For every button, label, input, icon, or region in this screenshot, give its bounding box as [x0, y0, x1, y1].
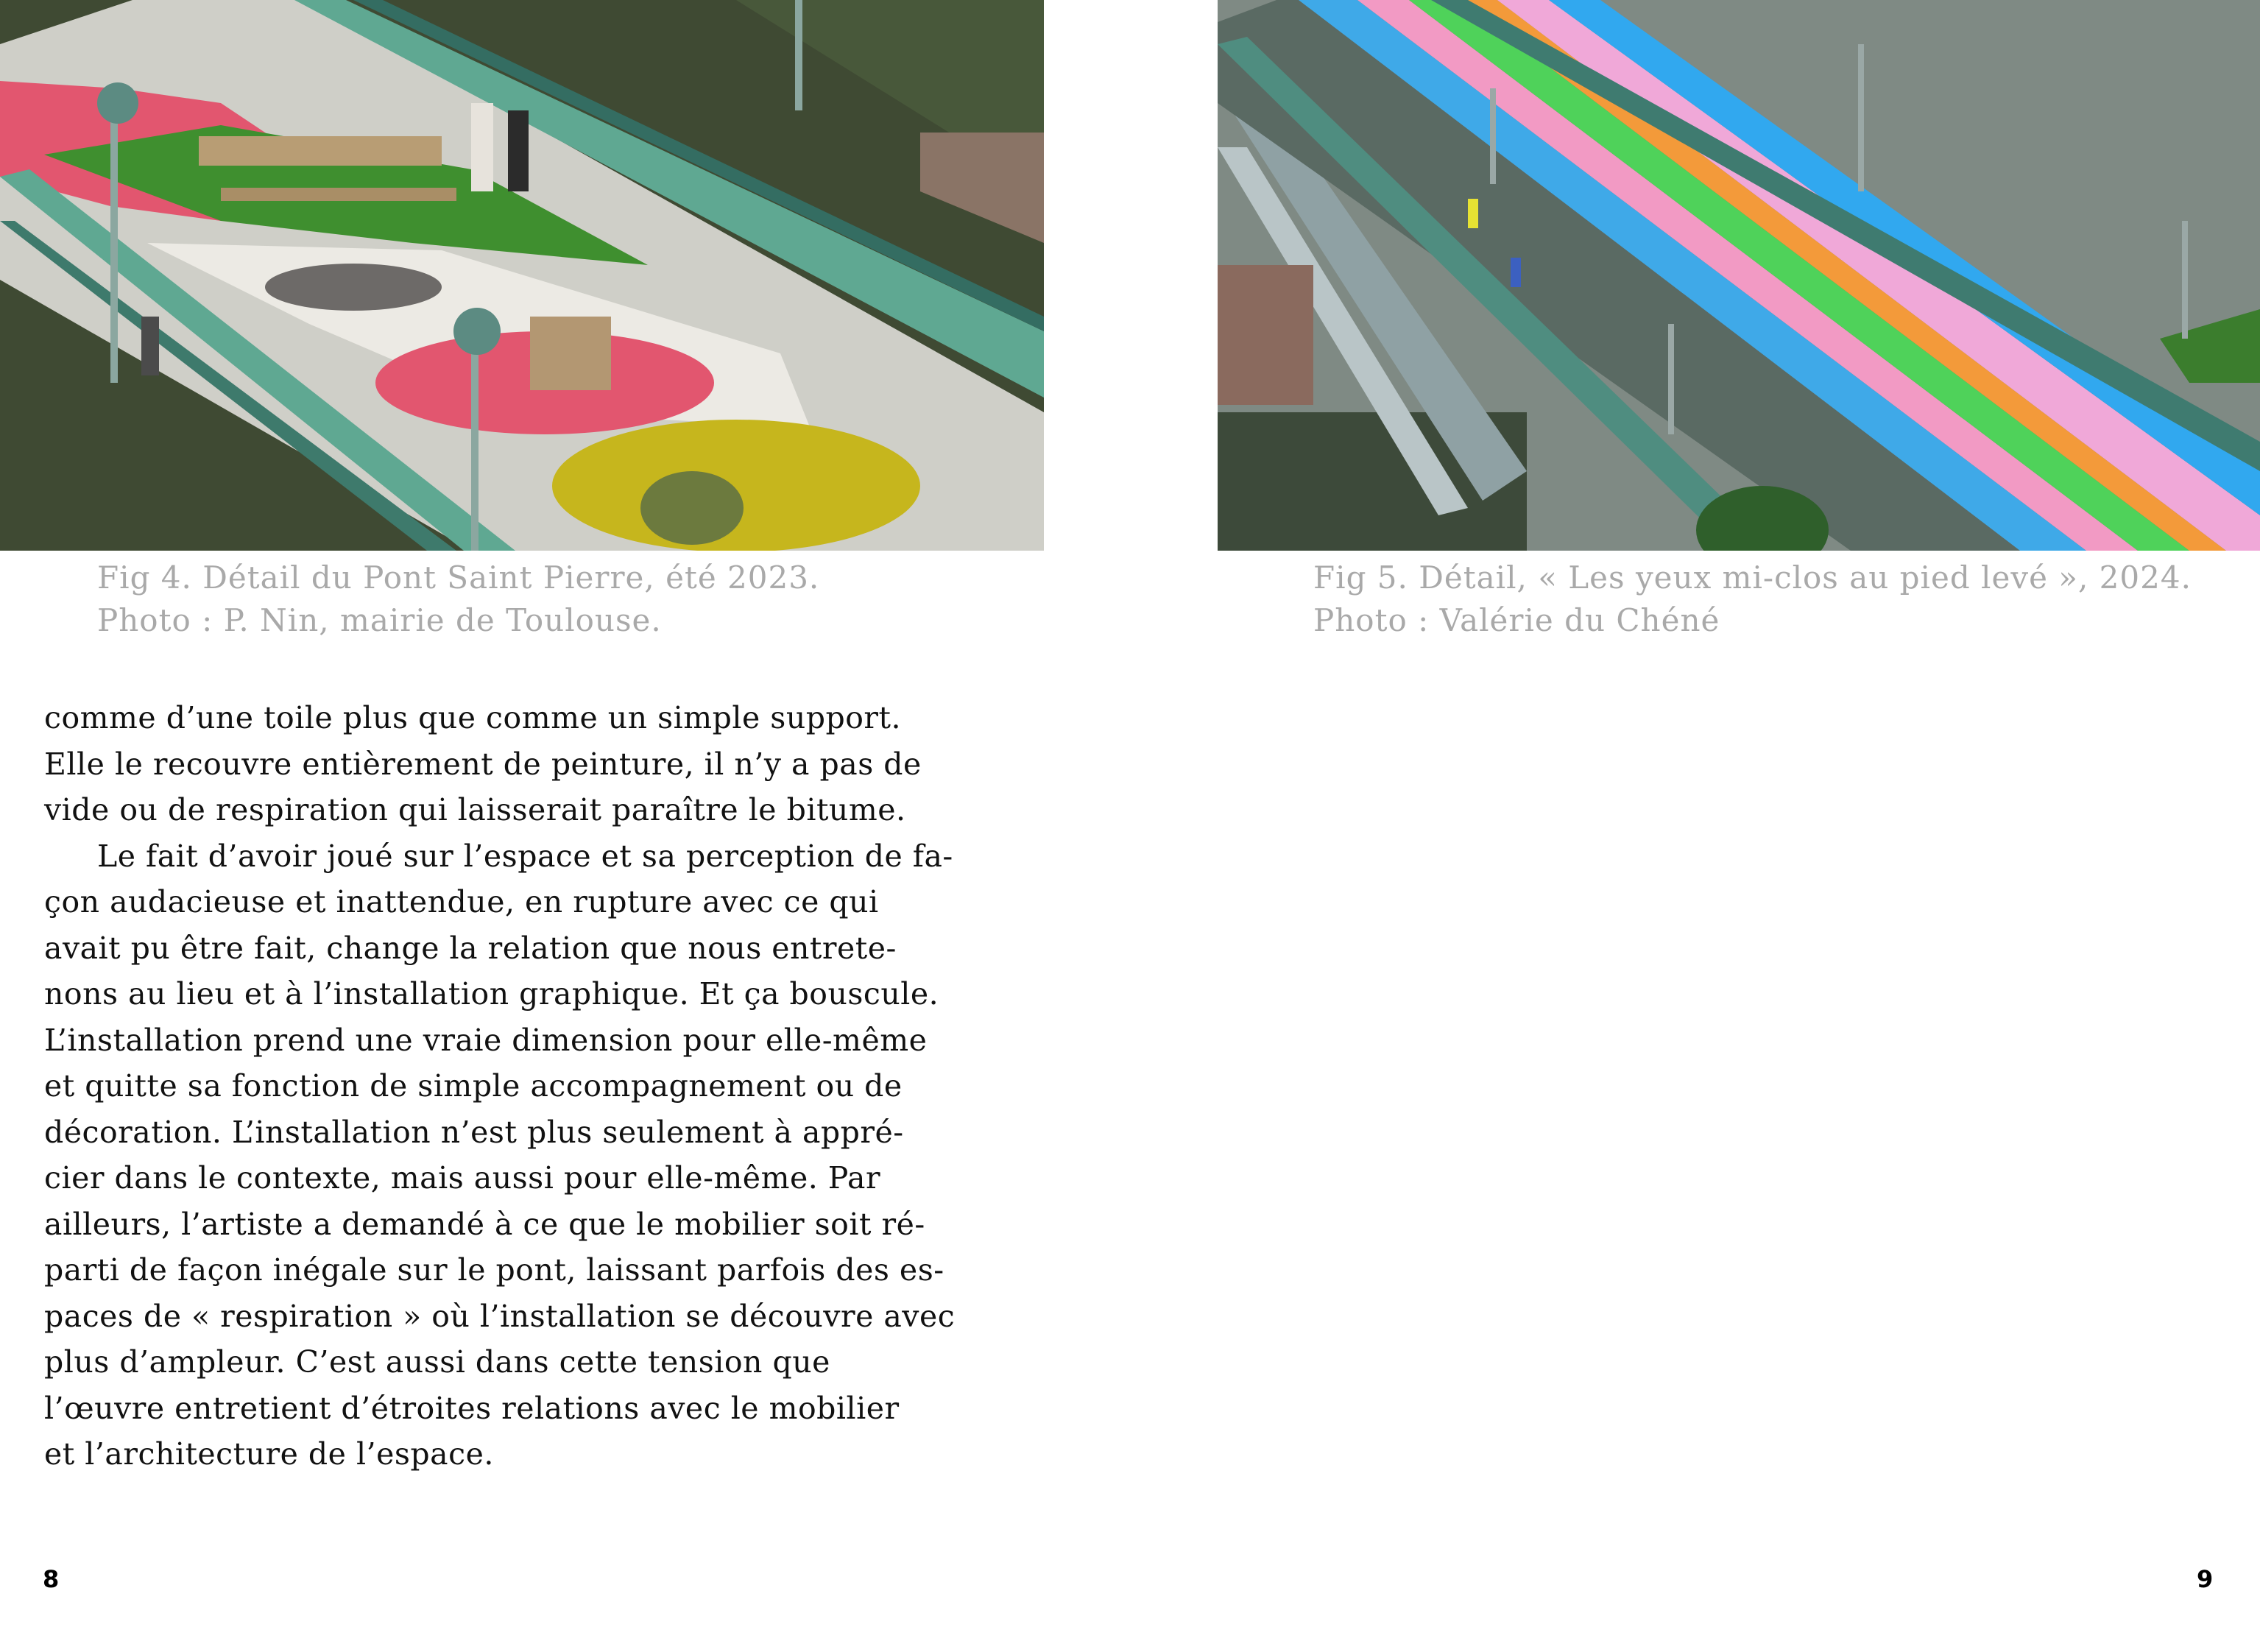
body-line: comme d’une toile plus que comme un simple support. [44, 700, 902, 735]
body-line: l’œuvre entretient d’étroites relations avec le mobilier [44, 1390, 900, 1426]
body-line: L’installation prend une vraie dimension pour elle-même [44, 1022, 928, 1058]
body-line: paces de « respiration » où l’installation se découvre avec [44, 1298, 956, 1334]
body-line: avait pu être fait, change la relation que nous entrete- [44, 930, 897, 966]
body-line: çon audacieuse et inattendue, en rupture avec ce qui [44, 884, 879, 919]
figure-4-caption-line-1: Fig 4. Détail du Pont Saint Pierre, été 2023. [97, 560, 820, 596]
body-line: vide ou de respiration qui laisserait paraître le bitume. [44, 792, 906, 827]
body-line: décoration. L’installation n’est plus seulement à appré- [44, 1114, 904, 1150]
body-line: ailleurs, l’artiste a demandé à ce que le mobilier soit ré- [44, 1206, 925, 1242]
body-line: et l’architecture de l’espace. [44, 1436, 494, 1472]
figure-5-caption [1313, 557, 2192, 642]
body-text [44, 695, 957, 1478]
body-line: nons au lieu et à l’installation graphique. Et ça bouscule. [44, 976, 939, 1012]
body-line: Le fait d’avoir joué sur l’espace et sa perception de fa- [97, 838, 953, 874]
body-line: Elle le recouvre entièrement de peinture, il n’y a pas de [44, 746, 922, 782]
figure-5-photo [1218, 0, 2260, 551]
body-line: parti de façon inégale sur le pont, laissant parfois des es- [44, 1252, 944, 1288]
figure-4-photo [0, 0, 1044, 551]
figure-5-caption-line-1: Fig 5. Détail, « Les yeux mi-clos au pied levé », 2024. [1313, 560, 2192, 596]
page-number-left: 8 [43, 1565, 60, 1593]
figure-4-caption-line-2: Photo : P. Nin, mairie de Toulouse. [97, 602, 662, 638]
figure-4-caption [97, 557, 819, 642]
page-number-right: 9 [2197, 1565, 2214, 1593]
body-line: et quitte sa fonction de simple accompagnement ou de [44, 1068, 903, 1104]
figure-5-caption-line-2: Photo : Valérie du Chéné [1313, 602, 1720, 638]
body-line: cier dans le contexte, mais aussi pour elle-même. Par [44, 1160, 881, 1196]
body-line: plus d’ampleur. C’est aussi dans cette tension que [44, 1344, 830, 1380]
